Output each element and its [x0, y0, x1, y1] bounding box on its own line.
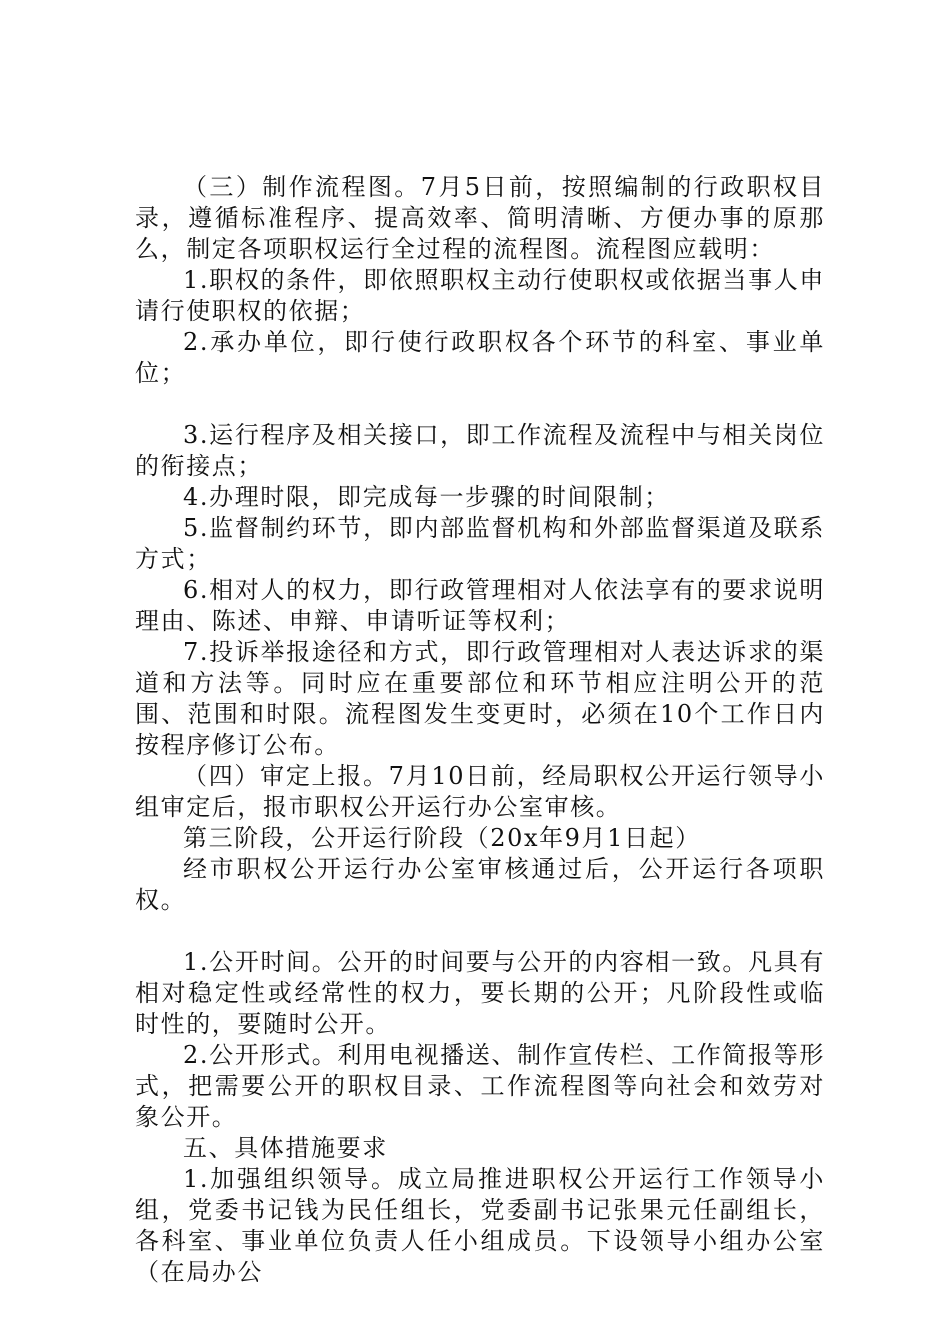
paragraph-publish-time: 1.公开时间。公开的时间要与公开的内容相一致。凡具有相对稳定性或经常性的权力，要长期的公开；凡阶段性或临时性的，要随时公开。 [135, 948, 825, 1038]
paragraph-stage-three-heading: 第三阶段，公开运行阶段（20x年9月1日起） [183, 824, 701, 852]
paragraph-spacer [135, 389, 825, 420]
paragraph-item-7-complaints: 7.投诉举报途径和方式，即行政管理相对人表达诉求的渠道和方法等。同时应在重要部位和环节相应注明公开的范围、范围和时限。流程图发生变更时，必须在10个工作日内按程序修订公布。 [135, 638, 825, 759]
section-heading-measures: 五、具体措施要求 [183, 1134, 388, 1162]
paragraph-flowchart: （三）制作流程图。7月5日前，按照编制的行政职权目录，遵循标准程序、提高效率、简明清晰、方便办事的原那么，制定各项职权运行全过程的流程图。流程图应载明： [135, 173, 825, 263]
paragraph-item-3-procedure: 3.运行程序及相关接口，即工作流程及流程中与相关岗位的衔接点； [135, 421, 825, 480]
paragraph-publish-form: 2.公开形式。利用电视播送、制作宣传栏、工作简报等形式，把需要公开的职权目录、工作流程图等向社会和效劳对象公开。 [135, 1041, 825, 1131]
paragraph-item-2-units: 2.承办单位，即行使行政职权各个环节的科室、事业单位； [135, 328, 825, 387]
paragraph-item-6-rights: 6.相对人的权力，即行政管理相对人依法享有的要求说明理由、陈述、申辩、申请听证等权利； [135, 576, 825, 635]
paragraph-leadership: 1.加强组织领导。成立局推进职权公开运行工作领导小组，党委书记钱为民任组长，党委副书记张果元任副组长，各科室、事业单位负责人任小组成员。下设领导小组办公室（在局办公 [135, 1165, 825, 1286]
paragraph-item-1-conditions: 1.职权的条件，即依照职权主动行使职权或依据当事人申请行使职权的依据； [135, 266, 825, 325]
paragraph-review-report: （四）审定上报。7月10日前，经局职权公开运行领导小组审定后，报市职权公开运行办公室审核。 [135, 762, 825, 821]
paragraph-item-5-supervision: 5.监督制约环节，即内部监督机构和外部监督渠道及联系方式； [135, 514, 825, 573]
paragraph-item-4-time-limit: 4.办理时限，即完成每一步骤的时间限制； [183, 483, 670, 511]
paragraph-stage-three-intro: 经市职权公开运行办公室审核通过后，公开运行各项职权。 [135, 855, 825, 914]
document-body [135, 172, 825, 1288]
paragraph-spacer [135, 916, 825, 947]
